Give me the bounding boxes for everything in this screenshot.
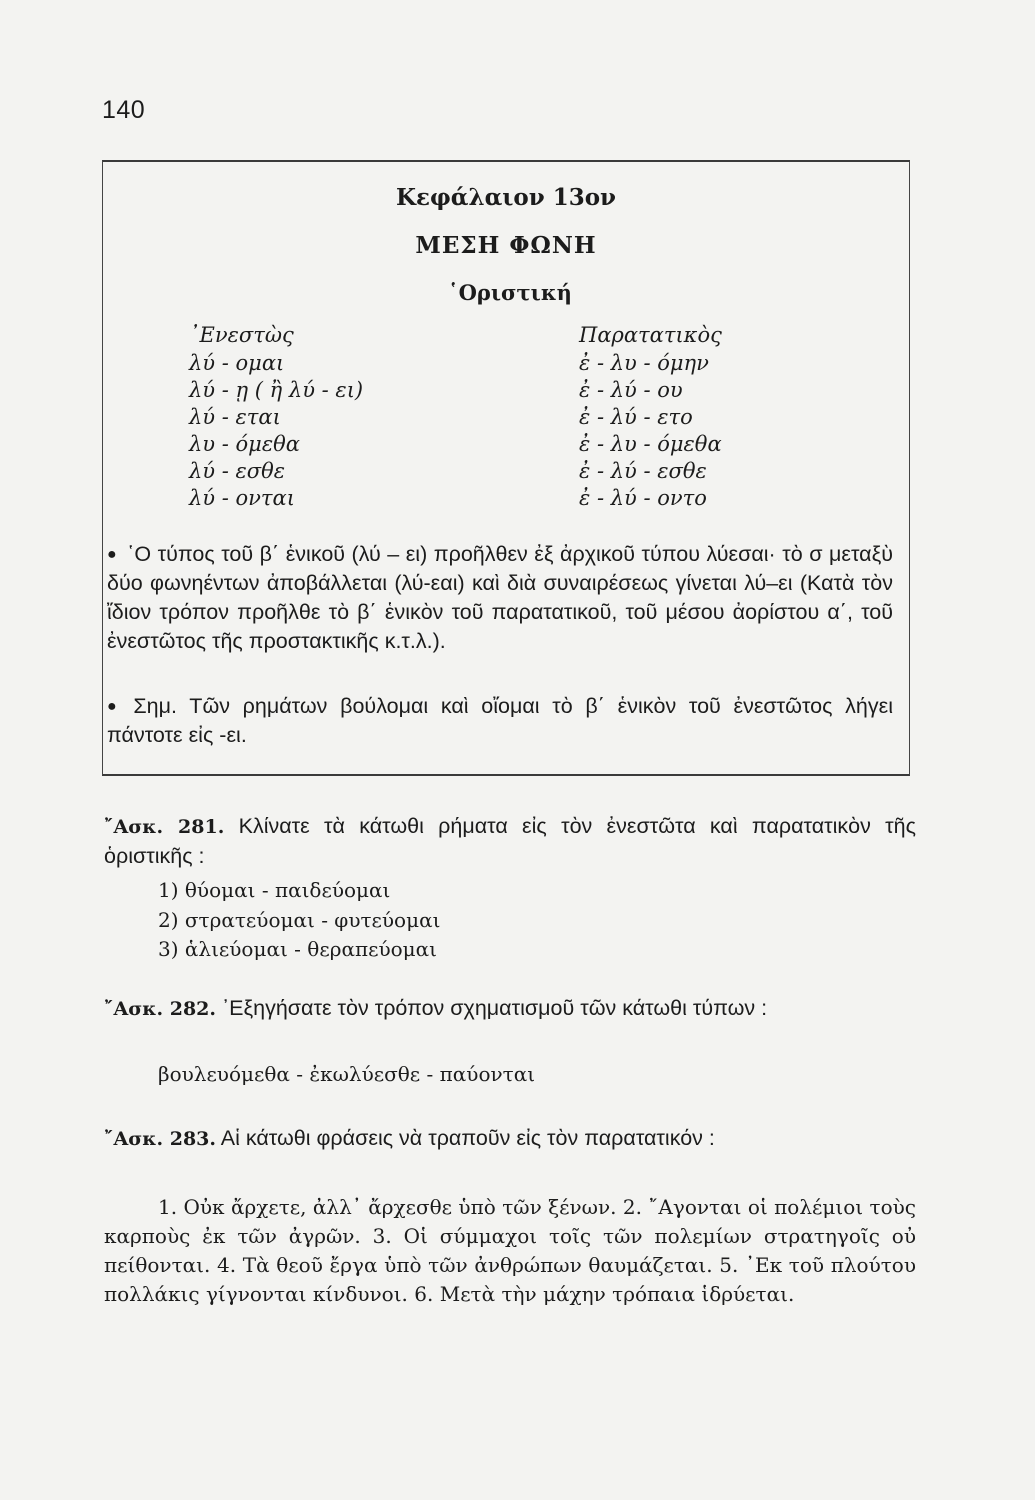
note-paragraph [107,540,893,656]
present-heading: ᾿Ενεστὼς [189,323,294,347]
present-form: λύ - εσθε [189,459,286,483]
imperfect-form: ἐ - λύ - ου [579,378,683,402]
imperfect-form: ἐ - λυ - όμην [579,351,709,375]
exercise-282 [104,994,916,1024]
imperfect-form: ἐ - λύ - ετο [579,405,693,429]
exercise-instruction: Αἱ κάτωθι φράσεις νὰ τραποῦν εἰς τὸν παρατατικόν : [220,1126,715,1150]
present-tense-column [189,322,363,512]
list-item: 3) ἁλιεύομαι - θεραπεύομαι [158,937,438,961]
note-paragraph [107,692,893,750]
exercise-label: ῎Ασκ. 283. [104,1128,216,1150]
exercise-label: ῎Ασκ. 282. [104,998,216,1020]
imperfect-form: ἐ - λύ - εσθε [579,459,707,483]
imperfect-form: ἐ - λυ - όμεθα [579,432,722,456]
imperfect-form: ἐ - λύ - οντο [579,486,707,510]
list-item: 1) θύομαι - παιδεύομαι [158,878,391,902]
exercise-282-forms: βουλευόμεθα - ἐκωλύεσθε - παύονται [158,1062,536,1086]
exercise-instruction: Κλίνατε τὰ κάτωθι ρήματα εἰς τὸν ἐνεστῶτα καὶ παρατατικὸν τῆς ὁριστικῆς : [104,814,916,868]
present-form: λύ - ομαι [189,351,285,375]
imperfect-tense-column [579,322,722,512]
present-form: λύ - ονται [189,486,295,510]
exercise-283 [104,1124,916,1154]
present-form: λυ - όμεθα [189,432,300,456]
imperfect-heading: Παρατατικὸς [579,323,722,347]
chapter-title: Κεφάλαιον 13ον [395,184,617,211]
exercise-283-sentences [104,1193,916,1309]
exercise-281 [104,812,916,871]
exercise-label: ῎Ασκ. 281. [104,816,225,838]
voice-title: ΜΕΣΗ ΦΩΝΗ [415,232,597,259]
list-item: 2) στρατεύομαι - φυτεύομαι [158,907,441,932]
exercise-instruction: ᾿Εξηγήσατε τὸν τρόπον σχηματισμοῦ τῶν κάτωθι τύπων : [221,996,768,1020]
sentences-text: 1. Οὐκ ἄρχετε, ἀλλ᾿ ἄρχεσθε ὑπὸ τῶν ξένων. 2. ῎Αγονται οἱ πολέμιοι τοὺς καρποὺς ἐκ τῶν ἀγρῶν. 3. Οἱ σύμμαχοι τοῖς τῶν πολεμίων στρατηγοῖς οὐ πείθονται. 4. Τὰ θεοῦ ἔργα ὑπὸ τῶν ἀνθρώπων θαυμάζεται. 5. ᾿Εκ τοῦ πλούτου πολλάκις γίγνονται κίνδυνοι. 6. Μετὰ τὴν μάχην τρόπαια ἱδρύεται. [104,1195,916,1306]
present-form: λύ - εται [189,405,281,429]
page-number: 140 [102,96,146,124]
mood-title: ῾Οριστική [448,280,572,305]
present-form: λύ - ῃ ( ἢ λύ - ει) [189,378,364,402]
note-text: Σημ. Τῶν ρημάτων βούλομαι καὶ οἴομαι τὸ β΄ ἑνικὸν τοῦ ἐνεστῶτος λήγει πάντοτε εἰς -ει. [107,694,893,747]
bullet-icon: ● [107,698,124,715]
bullet-icon: ● [107,546,118,563]
note-text: ῾Ο τύπος τοῦ β΄ ἑνικοῦ (λύ – ει) προῆλθεν ἐξ ἀρχικοῦ τύπου λύεσαι· τὸ σ μεταξὺ δύο φωνηέντων ἀποβάλλεται (λύ-εαι) καὶ διὰ συναιρέσεως γίνεται λύ–ει (Κατὰ τὸν ἴδιον τρόπον προῆλθε τὸ β΄ ἑνικὸν τοῦ παρατατικοῦ, τοῦ μέσου ἀορίστου α΄, τοῦ ἐνεστῶτος τῆς προστακτικῆς κ.τ.λ.). [107,542,893,653]
exercise-281-list [158,876,440,965]
grammar-box [102,160,910,776]
